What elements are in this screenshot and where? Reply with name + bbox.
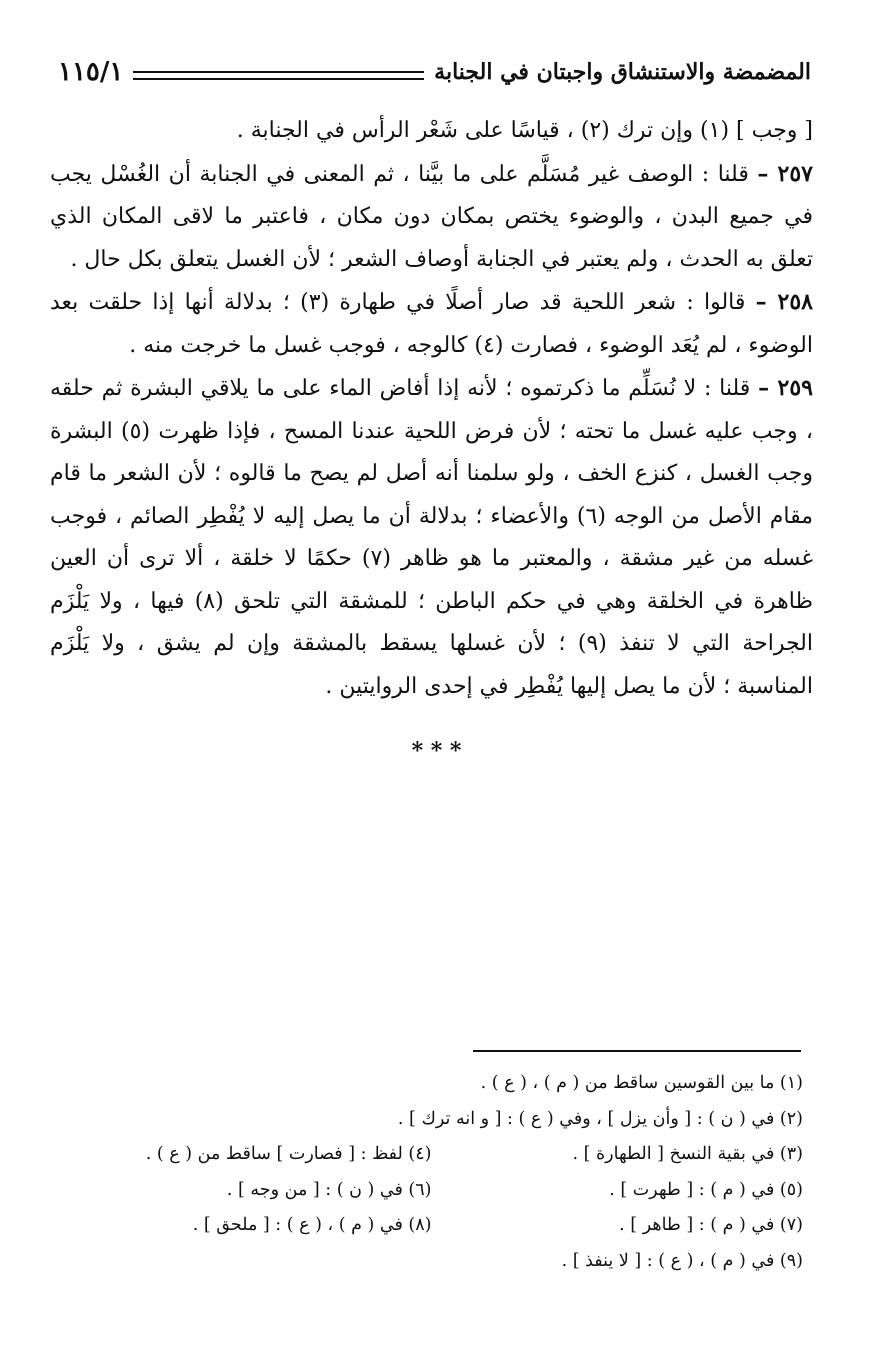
- paragraph-number: ٢٥٨ –: [755, 289, 813, 315]
- footnote-3: (٣) في بقية النسخ [ الطهارة ] .: [572, 1144, 803, 1164]
- paragraph-text: قالوا : شعر اللحية قد صار أصلًا في طهارة (٣) ؛ بدلالة أنها إذا حلقت بعد الوضوء ، لم يُعَد الوضوء ، فصارت (٤) كالوجه ، فوجب غسل ما خرجت منه .: [50, 290, 813, 358]
- footnotes: [60, 1066, 803, 1279]
- paragraph-number: ٢٥٩ –: [758, 375, 813, 401]
- header-rule: [133, 71, 424, 80]
- running-header: [58, 52, 811, 92]
- section-separator: * * *: [411, 738, 462, 764]
- paragraph-text: قلنا : لا نُسَلِّم ما ذكرتموه ؛ لأنه إذا أفاض الماء على ما يلاقي البشرة ثم حلقه ، وجب عليه غسل ما تحته ؛ لأن فرض اللحية عندنا المسح ، فإذا ظهرت (٥) البشرة وجب الغسل ، كنزع الخف ، ولو سلمنا أنه أصل لم يصح ما قالوه ؛ لأن الشعر ما قام مقام الأصل من الوجه (٦) والأعضاء ؛ بدلالة أن ما يصل إليه لا يُفْطِر الصائم ، فوجب غسله من غير مشقة ، والمعتبر ما هو ظاهر (٧) حكمًا لا خلقة ، ألا ترى أن العين ظاهرة في الخلقة وهي في حكم الباطن ؛ للمشقة التي تلحق (٨) فيها ، ولا يَلْزَم الجراحة التي لا تنفذ (٩) ؛ لأن غسلها يسقط بالمشقة وإن لم يشق ، ولا يَلْزَم المناسبة ؛ لأن ما يصل إليها يُفْطِر في إحدى الروايتين .: [50, 376, 814, 699]
- paragraph-continuation: [50, 110, 813, 153]
- footnote-5: (٥) في ( م ) : [ طهرت ] .: [609, 1179, 803, 1200]
- paragraph-number: ٢٥٧ –: [757, 160, 813, 187]
- paragraph-258: [50, 281, 813, 367]
- footnote-2: (٢) في ( ن ) : [ وأن يزل ] ، وفي ( ع ) : [ و انه ترك ] .: [397, 1108, 803, 1129]
- running-title: المضمضة والاستنشاق واجبتان في الجنابة: [434, 59, 811, 85]
- paragraph-text: قلنا : الوصف غير مُسَلَّم على ما بيَّنا ، ثم المعنى في الجنابة أن الغُسْل يجب في جميع البدن ، والوضوء يختص بمكان دون مكان ، فاعتبر ما لاقى المكان الذي تعلق به الحدث ، ولم يعتبر في الجنابة أوصاف الشعر ؛ لأن الغسل يتعلق بكل حال .: [50, 161, 813, 272]
- footnote-9: (٩) في ( م ) ، ( ع ) : [ لا ينفذ ] .: [561, 1250, 803, 1271]
- paragraph-text: [ وجب ] (١) وإن ترك (٢) ، قياسًا على شَعْر الرأس في الجنابة .: [236, 118, 813, 143]
- footnote-rule: [473, 1050, 801, 1052]
- paragraph-259: [50, 367, 813, 708]
- main-text: [50, 110, 813, 708]
- paragraph-257: [50, 153, 813, 282]
- page-number: ١١٥/١: [58, 57, 124, 87]
- footnote-1: (١) ما بين القوسين ساقط من ( م ) ، ( ع ) .: [480, 1073, 803, 1093]
- footnote-8: (٨) في ( م ) ، ( ع ) : [ ملحق ] .: [192, 1215, 432, 1235]
- footnote-7: (٧) في ( م ) : [ طاهر ] .: [619, 1215, 803, 1235]
- footnote-4: (٤) لفظ : [ فصارت ] ساقط من ( ع ) .: [145, 1144, 432, 1164]
- footnote-6: (٦) في ( ن ) : [ من وجه ] .: [226, 1179, 432, 1200]
